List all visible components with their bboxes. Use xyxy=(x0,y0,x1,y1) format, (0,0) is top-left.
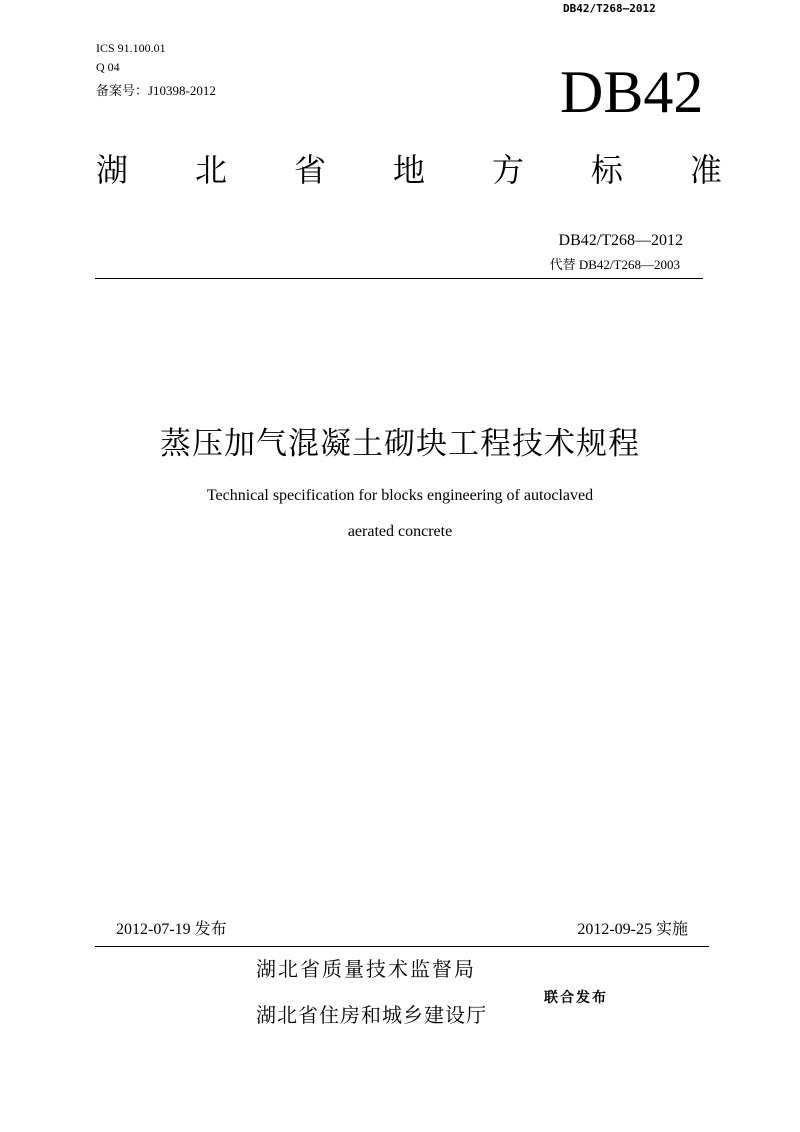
standard-type-char: 地 xyxy=(392,151,425,189)
standard-number: DB42/T268—2012 xyxy=(558,232,683,249)
release-date: 2012-07-19 发布 xyxy=(116,921,227,938)
issuer-quality-bureau: 湖北省质量技术监督局 xyxy=(256,957,476,981)
standard-type-char: 省 xyxy=(293,151,326,189)
top-divider xyxy=(95,278,703,279)
header-standard-code: DB42/T268—2012 xyxy=(563,2,656,15)
standard-type-char: 标 xyxy=(590,151,623,189)
filing-number: 备案号：J10398-2012 xyxy=(96,83,216,98)
standard-type-char: 方 xyxy=(491,151,524,189)
joint-release-label: 联合发布 xyxy=(544,990,608,1006)
ics-code: ICS 91.100.01 xyxy=(96,41,166,55)
issuer-housing-department: 湖北省住房和城乡建设厅 xyxy=(256,1003,487,1027)
standard-type-char: 准 xyxy=(689,151,722,189)
bottom-divider xyxy=(95,946,709,947)
document-title-english-line1: Technical specification for blocks engineering of autoclaved xyxy=(206,487,594,504)
classification-code: Q 04 xyxy=(96,60,120,74)
effective-date: 2012-09-25 实施 xyxy=(577,921,688,938)
replaces-standard: 代替 DB42/T268—2003 xyxy=(549,257,680,272)
db-code-large: DB42 xyxy=(560,59,704,125)
standard-type-heading xyxy=(96,146,722,194)
document-title-english-line2: aerated concrete xyxy=(347,523,453,540)
document-title-chinese: 蒸压加气混凝土砌块工程技术规程 xyxy=(160,426,640,462)
standard-type-char: 北 xyxy=(194,151,227,189)
standard-type-char: 湖 xyxy=(96,151,129,189)
